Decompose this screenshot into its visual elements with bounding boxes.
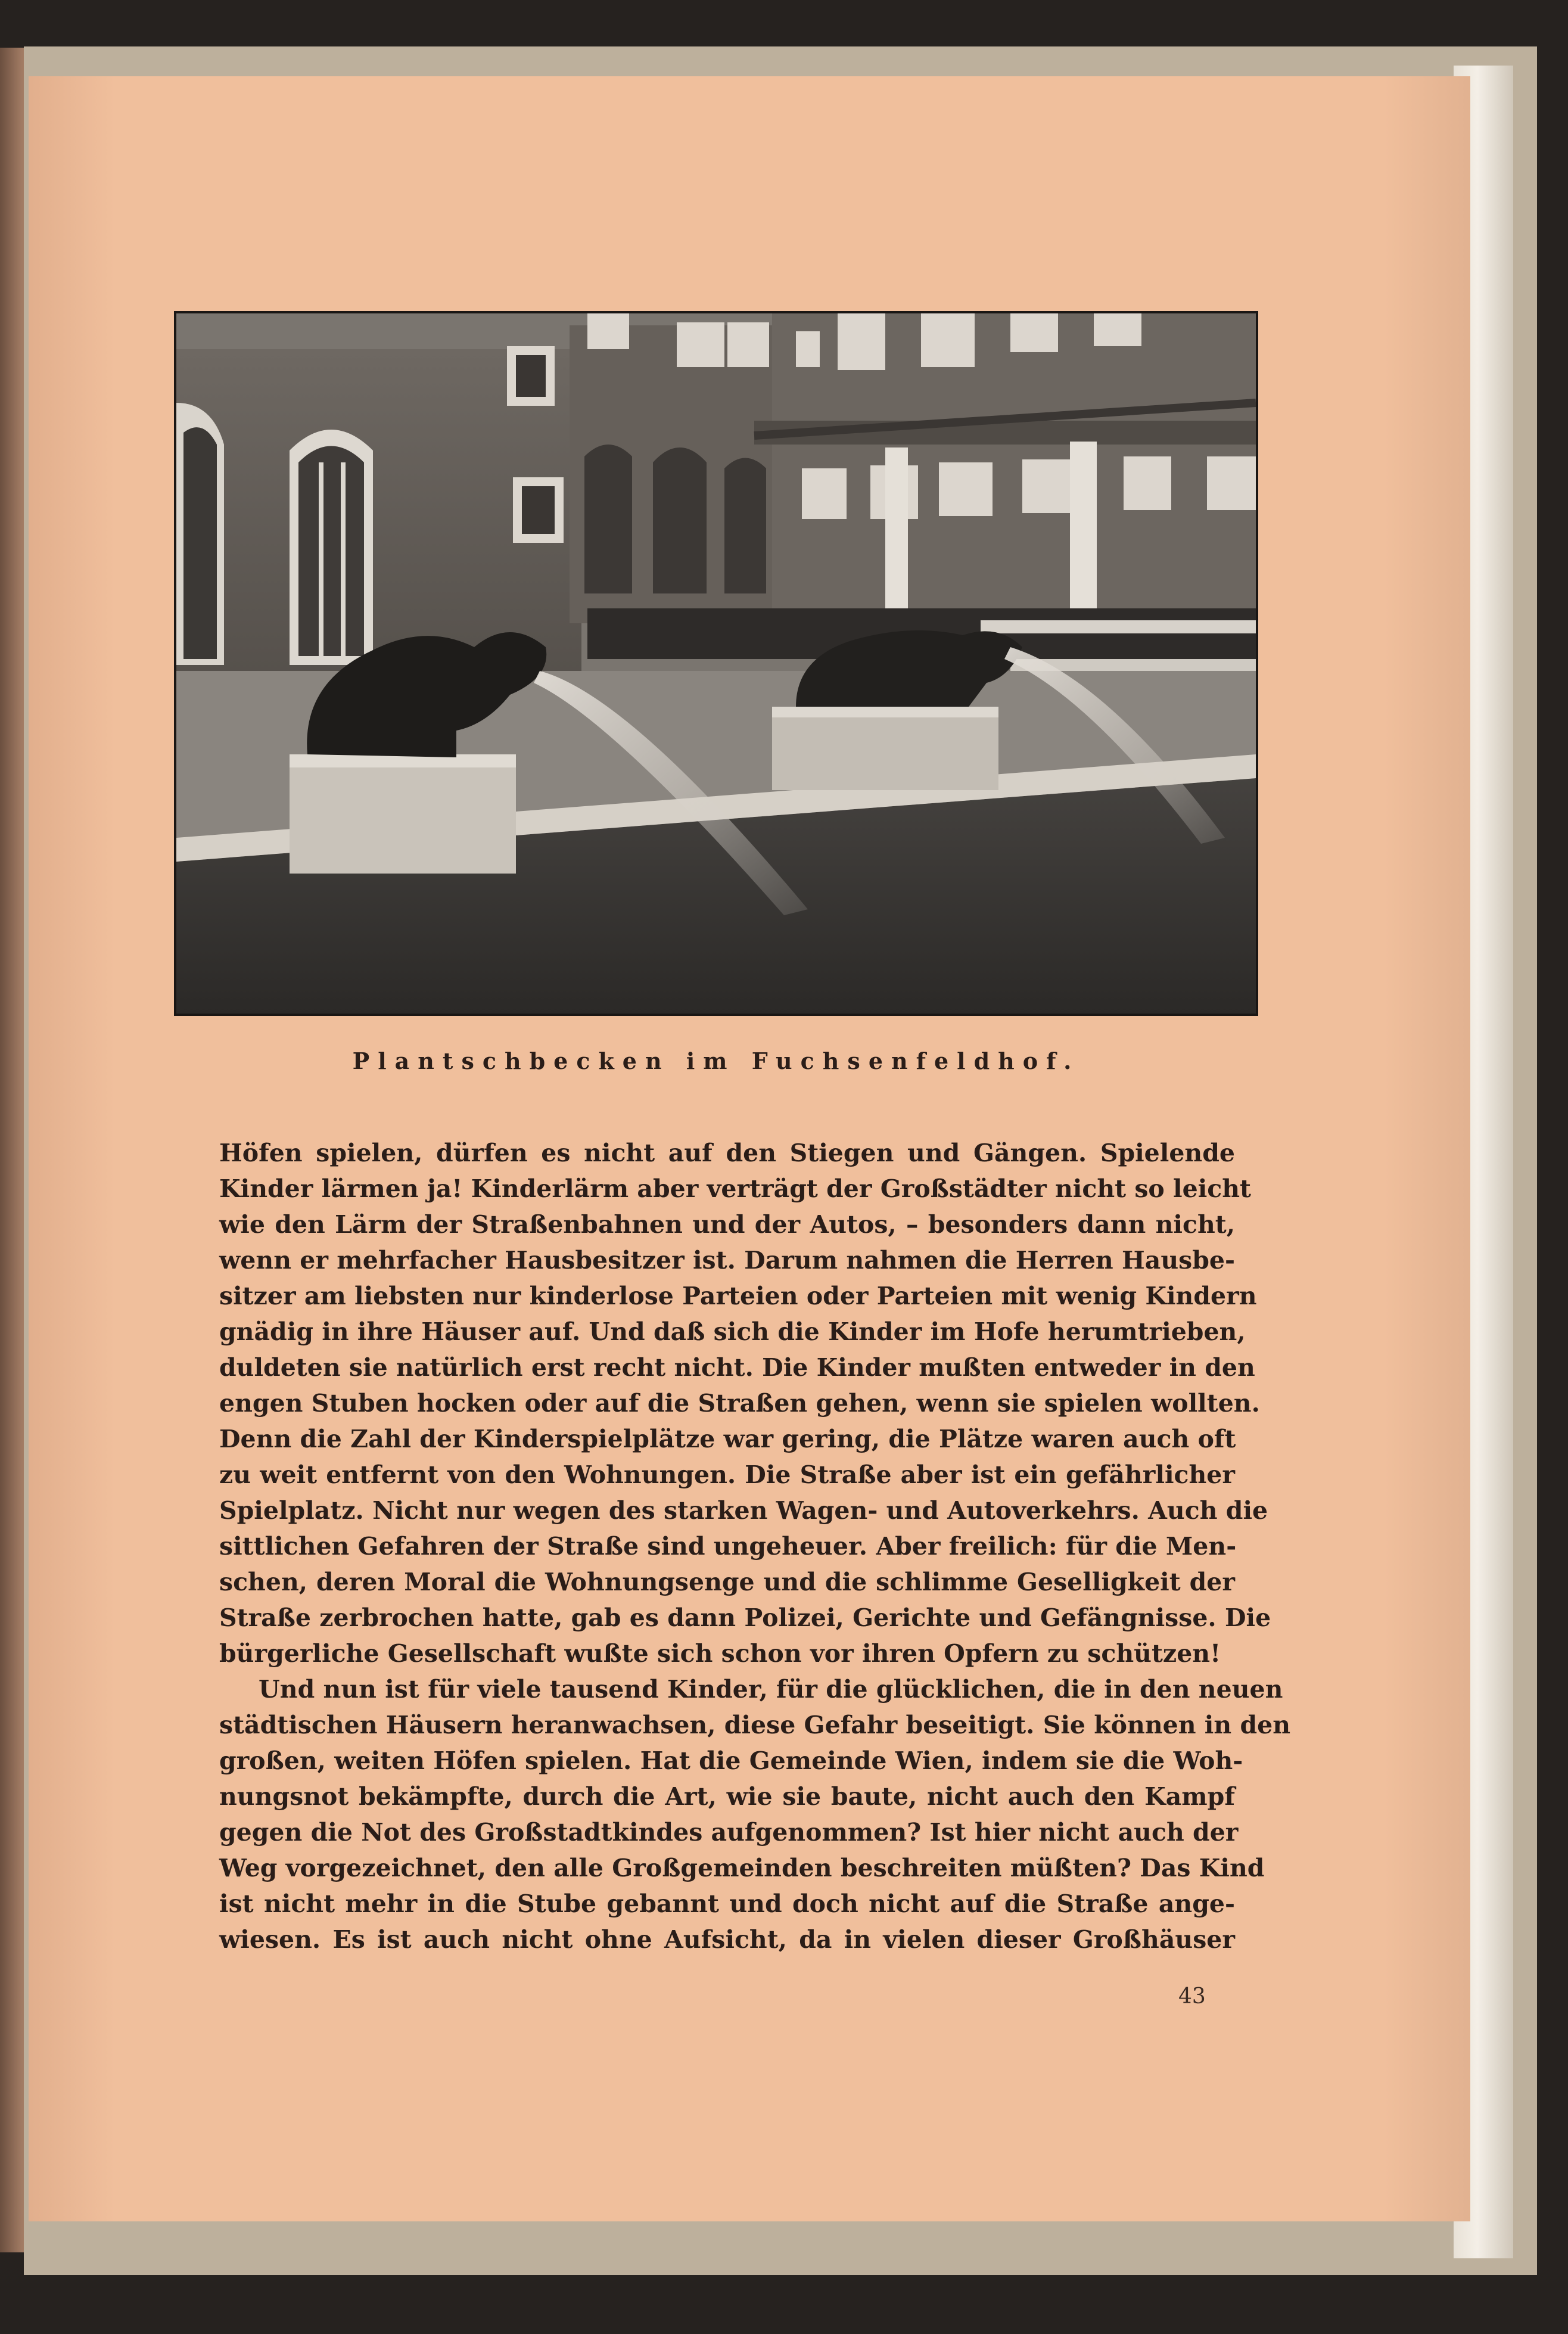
text-line: ist nicht mehr in die Stube gebannt und doch nicht auf die Straße ange-	[219, 1889, 1235, 1918]
pergola-column	[885, 447, 908, 623]
text-line: nungsnot bekämpfte, durch die Art, wie sie baute, nicht auch den Kampf	[219, 1782, 1235, 1811]
text-line: großen, weiten Höfen spielen. Hat die Gemeinde Wien, indem sie die Woh-	[219, 1746, 1243, 1775]
text-line: wenn er mehrfacher Hausbesitzer ist. Darum nahmen die Herren Hausbe-	[219, 1246, 1235, 1275]
text-line: Kinder lärmen ja! Kinderlärm aber verträgt der Großstädter nicht so leicht	[219, 1174, 1251, 1203]
text-line: Weg vorgezeichnet, den alle Großgemeinden beschreiten müßten? Das Kind	[219, 1854, 1265, 1882]
right-pedestal	[772, 707, 998, 790]
text-line: Und nun ist für viele tausend Kinder, für die glücklichen, die in den neuen	[259, 1675, 1283, 1704]
text-line: Spielplatz. Nicht nur wegen des starken Wagen- und Autoverkehrs. Auch die	[219, 1496, 1268, 1525]
text-line: wie den Lärm der Straßenbahnen und der Autos, – besonders dann nicht,	[219, 1210, 1235, 1239]
text-line: sitzer am liebsten nur kinderlose Parteien oder Parteien mit wenig Kindern	[219, 1282, 1257, 1310]
text-line: zu weit entfernt von den Wohnungen. Die Straße aber ist ein gefährlicher	[219, 1460, 1235, 1489]
courtyard-fountain-photo	[174, 311, 1258, 1016]
text-line: Höfen spielen, dürfen es nicht auf den Stiegen und Gängen. Spielende	[219, 1139, 1235, 1167]
left-pedestal	[290, 754, 516, 874]
photo-illustration	[176, 313, 1256, 1014]
text-line: städtischen Häusern heranwachsen, diese Gefahr beseitigt. Sie können in den	[219, 1711, 1291, 1739]
text-line: engen Stuben hocken oder auf die Straßen gehen, wenn sie spielen wollten.	[219, 1389, 1260, 1418]
body-text	[219, 1135, 1291, 1957]
pergola-column	[1070, 442, 1097, 623]
text-line: sittlichen Gefahren der Straße sind ungeheuer. Aber freilich: für die Men-	[219, 1532, 1237, 1561]
text-line: bürgerliche Gesellschaft wußte sich schon vor ihren Opfern zu schützen!	[219, 1639, 1221, 1668]
text-line: duldeten sie natürlich erst recht nicht. Die Kinder mußten entweder in den	[219, 1353, 1255, 1382]
text-line: Denn die Zahl der Kinderspielplätze war gering, die Plätze waren auch oft	[219, 1425, 1236, 1453]
text-line: schen, deren Moral die Wohnungsenge und die schlimme Geselligkeit der	[219, 1568, 1235, 1596]
photo-caption: Plantschbecken im Fuchsenfeldhof.	[352, 1048, 1080, 1074]
text-line: gegen die Not des Großstadtkindes aufgenommen? Ist hier nicht auch der	[219, 1818, 1239, 1847]
page-number: 43	[1178, 1984, 1206, 2009]
text-line: gnädig in ihre Häuser auf. Und daß sich die Kinder im Hofe herumtrieben,	[219, 1317, 1246, 1346]
text-line: wiesen. Es ist auch nicht ohne Aufsicht, da in vielen dieser Großhäuser	[219, 1925, 1235, 1954]
text-line: Straße zerbrochen hatte, gab es dann Polizei, Gerichte und Gefängnisse. Die	[219, 1603, 1271, 1632]
